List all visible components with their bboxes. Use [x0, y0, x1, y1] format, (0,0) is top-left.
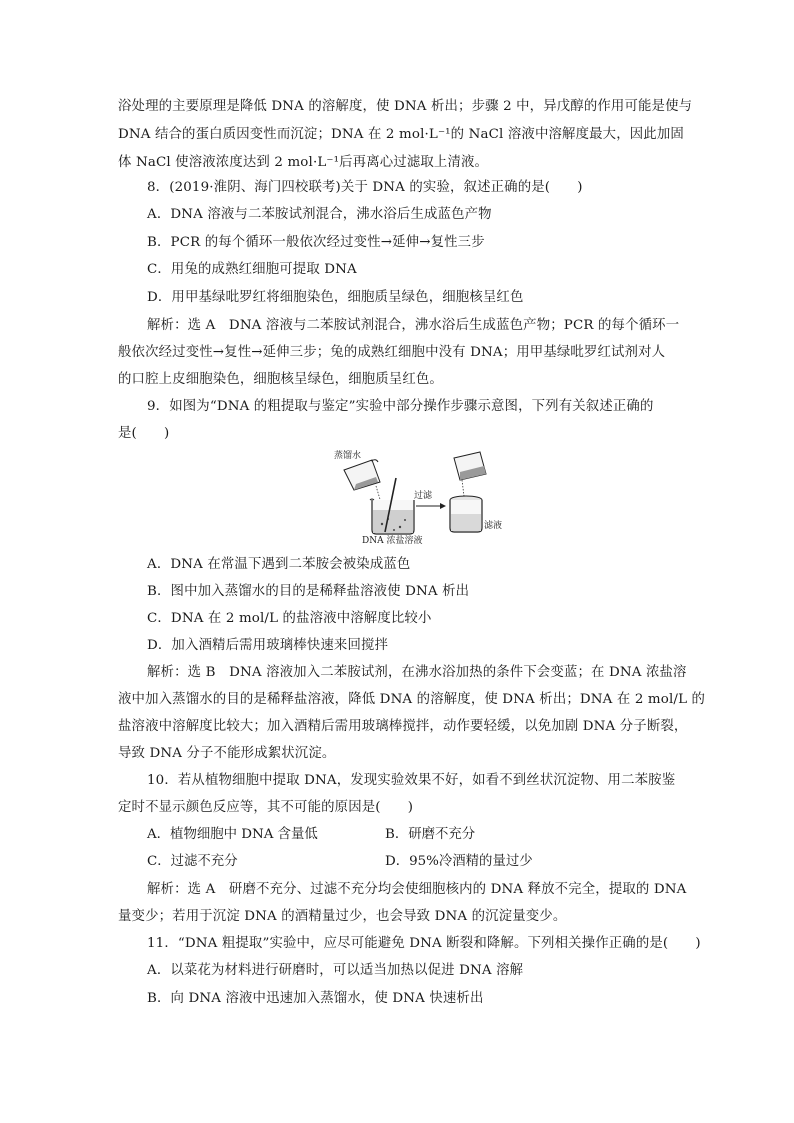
text-line: 盐溶液中溶解度比较大；加入酒精后需用玻璃棒搅拌，动作要轻缓，以免加剧 DNA 分子断裂，: [118, 719, 688, 734]
figure-label-filtrate: 滤液: [484, 521, 503, 531]
text-line: 定时不显示颜色反应等，其不可能的原因是( ): [118, 800, 414, 815]
question-8-option-a: A．DNA 溶液与二苯胺试剂混合，沸水浴后生成蓝色产物: [147, 207, 492, 222]
arrow-icon: [416, 503, 446, 509]
question-9-option-c: C．DNA 在 2 mol/L 的盐溶液中溶解度比较小: [147, 611, 432, 626]
question-10-option-c: C．过滤不充分: [147, 854, 238, 869]
text-line: 的口腔上皮细胞染色，细胞核呈绿色，细胞质呈红色。: [118, 372, 443, 387]
filtrate-beaker: [450, 496, 482, 532]
question-11-stem: 11．“DNA 粗提取”实验中，应尽可能避免 DNA 断裂和降解。下列相关操作正确的是( ): [147, 936, 701, 951]
text-line: 是( ): [118, 426, 170, 441]
question-8-option-b: B．PCR 的每个循环一般依次经过变性→延伸→复性三步: [147, 235, 485, 250]
pouring-beaker-left: [344, 460, 380, 490]
question-9-option-d: D．加入酒精后需用玻璃棒快速来回搅拌: [147, 638, 389, 653]
question-10-option-b: B．研磨不充分: [385, 827, 476, 842]
experiment-figure: [330, 448, 510, 544]
question-8-option-c: C．用兔的成熟红细胞可提取 DNA: [147, 262, 357, 277]
text-line: 浴处理的主要原理是降低 DNA 的溶解度，使 DNA 析出；步骤 2 中，异戊醇的作用可能是使与: [118, 99, 693, 114]
question-9-option-b: B．图中加入蒸馏水的目的是稀释盐溶液使 DNA 析出: [147, 584, 470, 599]
question-8-option-d: D．用甲基绿吡罗红将细胞染色，细胞质呈绿色，细胞核呈红色: [147, 290, 524, 305]
question-10-analysis: 解析：选 A 研磨不充分、过滤不充分均会使细胞核内的 DNA 释放不完全，提取的 DNA: [147, 882, 687, 897]
question-11-option-a: A．以菜花为材料进行研磨时，可以适当加热以促进 DNA 溶解: [147, 963, 524, 978]
question-10-stem: 10．若从植物细胞中提取 DNA，发现实验效果不好，如看不到丝状沉淀物、用二苯胺鉴: [147, 773, 676, 788]
question-8-analysis: 解析：选 A DNA 溶液与二苯胺试剂混合，沸水浴后生成蓝色产物；PCR 的每个循环一: [147, 318, 680, 333]
main-beaker: [370, 499, 414, 534]
text-line: 液中加入蒸馏水的目的是稀释盐溶液，降低 DNA 的溶解度，使 DNA 析出；DNA 在 2 mol/L 的: [118, 692, 706, 707]
figure-label-distilled-water: 蒸馏水: [334, 451, 362, 461]
question-9-option-a: A．DNA 在常温下遇到二苯胺会被染成蓝色: [147, 557, 411, 572]
text-line: 体 NaCl 使溶液浓度达到 2 mol·L⁻¹后再离心过滤取上清液。: [118, 155, 489, 170]
text-line: DNA 结合的蛋白质因变性而沉淀；DNA 在 2 mol·L⁻¹的 NaCl 溶液中溶解度最大，因此加固: [118, 127, 684, 142]
question-10-option-a: A．植物细胞中 DNA 含量低: [147, 827, 318, 842]
question-11-option-b: B．向 DNA 溶液中迅速加入蒸馏水，使 DNA 快速析出: [147, 991, 484, 1006]
question-9-analysis: 解析：选 B DNA 溶液加入二苯胺试剂，在沸水浴加热的条件下会变蓝；在 DNA 浓盐溶: [147, 665, 687, 680]
question-8-stem: 8．(2019·淮阴、海门四校联考)关于 DNA 的实验，叙述正确的是( ): [147, 180, 583, 195]
text-line: 量变少；若用于沉淀 DNA 的酒精量过少，也会导致 DNA 的沉淀量变少。: [118, 909, 567, 924]
question-9-stem: 9．如图为“DNA 的粗提取与鉴定”实验中部分操作步骤示意图，下列有关叙述正确的: [147, 399, 654, 414]
figure-label-filter: 过滤: [414, 491, 433, 501]
figure-label-dna-solution: DNA 浓盐溶液: [362, 536, 423, 544]
text-line: 导致 DNA 分子不能形成絮状沉淀。: [118, 746, 336, 761]
pouring-beaker-right: [454, 452, 486, 480]
question-10-option-d: D．95%冷酒精的量过少: [385, 854, 533, 869]
text-line: 般依次经过变性→复性→延伸三步；兔的成熟红细胞中没有 DNA；用甲基绿吡罗红试剂对人: [118, 345, 666, 360]
